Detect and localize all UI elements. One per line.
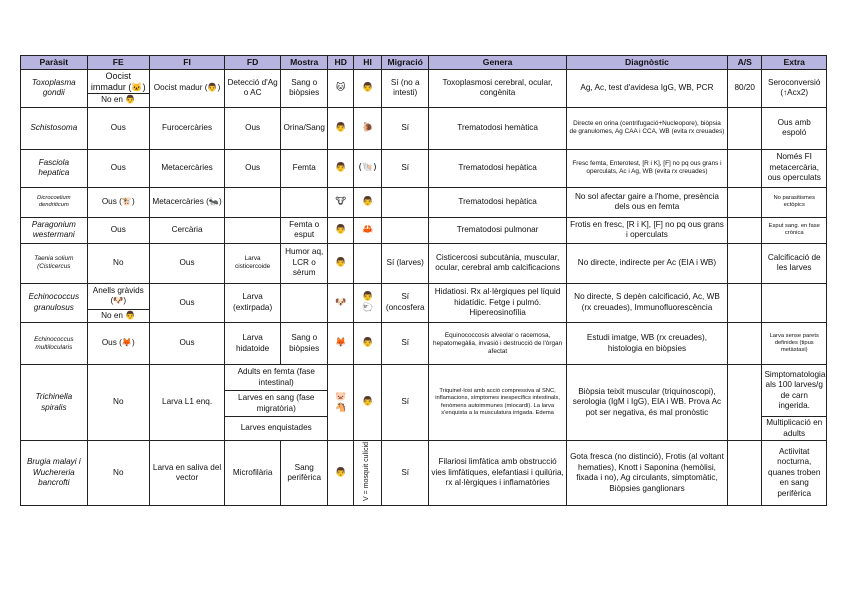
cell-mostra: Femta: [281, 149, 328, 187]
cell-genera: Triquinel·losi amb acció compressiva al SNC, inflamacions, símptomes inespecífics intestinals, fenòmens autoimmunes (miocardi). La larva s'enquista a la musculatura irrigada. Edema: [429, 365, 567, 441]
table-row: [21, 323, 827, 365]
cell-genera: Filariosi limfàtica amb obstrucció vies limfàtiques, elefantiasi i quilúria, rx al·lèrgiques i inflamatòries: [429, 441, 567, 506]
cell-fe: No: [87, 243, 149, 283]
cell-genera: Hidatiosi. Rx al·lèrgiques pel líquid hidatídic. Fetge i pulmó. Hipereosinofília: [429, 283, 567, 323]
cell-hi: 👨: [354, 365, 382, 441]
header-genera: Genera: [429, 56, 567, 70]
cell-migracio: Sí: [382, 365, 429, 441]
cell-parasit: Toxoplasma gondii: [21, 70, 88, 108]
cell-diagnostic: Ag, Ac, test d'avidesa IgG, WB, PCR: [566, 70, 727, 108]
cell-diagnostic: Biòpsia teixit muscular (triquinoscopi), serologia (IgM i IgG), EIA i WB. Prova Ac pot ser negativa, és mal pronòstic: [566, 365, 727, 441]
cell-hd: 👨: [328, 149, 354, 187]
cell-as: [728, 243, 762, 283]
cell-fi: Metacercàries (🐜): [149, 187, 224, 217]
cell-fe-sub: No en 👨: [87, 309, 149, 323]
cell-fe-sub: No en 👨: [87, 94, 149, 108]
cell-fd-adults: Adults en femta (fase intestinal): [225, 365, 328, 391]
cell-mostra: Humor aq, LCR o sèrum: [281, 243, 328, 283]
cell-fe: Ous (🦊): [87, 323, 149, 365]
table-row: [21, 149, 827, 187]
cell-fd: [225, 187, 281, 217]
cell-parasit: Echinococcus granulosus: [21, 283, 88, 323]
cell-fd-larves-sang: Larves en sang (fase migratòria): [225, 391, 328, 417]
table-row: [21, 441, 827, 506]
cell-hd: 👨: [328, 217, 354, 243]
cell-extra: Calcificació de les larves: [762, 243, 827, 283]
cell-extra: [762, 283, 827, 323]
cell-hd: 🦊: [328, 323, 354, 365]
cell-parasit: Taenia solium (Cisticercus: [21, 243, 88, 283]
header-diagnostic: Diagnòstic: [566, 56, 727, 70]
cell-extra: Ous amb espoló: [762, 107, 827, 149]
cell-extra: No parasitismes ectòpics: [762, 187, 827, 217]
cell-fe: Ous: [87, 149, 149, 187]
header-mostra: Mostra: [281, 56, 328, 70]
cell-fd: Larva hidatoide: [225, 323, 281, 365]
cell-migracio: Sí (no a intesti): [382, 70, 429, 108]
cell-hi: 🐌: [354, 107, 382, 149]
parasite-table-sheet: [20, 55, 827, 506]
cell-hd: 👨: [328, 107, 354, 149]
table-row: [21, 107, 827, 149]
cell-migracio: Sí: [382, 441, 429, 506]
cell-fd: Ous: [225, 149, 281, 187]
cell-genera: Equinococcosis alveolar o racemosa, hepatomegàlia, invasió i destrucció de l'òrgan afectat: [429, 323, 567, 365]
cell-hi: 🦀: [354, 217, 382, 243]
cell-diagnostic: Estudi imatge, WB (rx creuades), histologia en biòpsies: [566, 323, 727, 365]
cell-hd: 🐮: [328, 187, 354, 217]
cell-parasit: Trichinella spiralis: [21, 365, 88, 441]
header-extra: Extra: [762, 56, 827, 70]
cell-as: [728, 107, 762, 149]
parasite-table: [20, 55, 827, 506]
cell-hi: (🐚): [354, 149, 382, 187]
header-hd: HD: [328, 56, 354, 70]
cell-migracio: Sí: [382, 323, 429, 365]
cell-fi: Ous: [149, 243, 224, 283]
cell-extra: Actiivitat nocturna, quanes troben en sang perifèrica: [762, 441, 827, 506]
cell-fd-larves-enquistades: Larves enquistades: [225, 417, 328, 441]
cell-migracio: [382, 217, 429, 243]
cell-migracio: Sí: [382, 149, 429, 187]
cell-as: [728, 323, 762, 365]
cell-extra: Només FI metacercària, ous operculats: [762, 149, 827, 187]
header-hi: HI: [354, 56, 382, 70]
cell-extra: Seroconversió (↑Acx2): [762, 70, 827, 108]
cell-fd: Larva cisticercoide: [225, 243, 281, 283]
table-row: [21, 187, 827, 217]
cell-as: [728, 441, 762, 506]
cell-as: [728, 187, 762, 217]
cell-parasit: Dicrocoelium dendriticum: [21, 187, 88, 217]
cell-parasit: Paragonium westermani: [21, 217, 88, 243]
cell-fi: Larva L1 enq.: [149, 365, 224, 441]
cell-diagnostic: Gota fresca (no distinció), Frotis (al voltant hematies), Knott i Saponina (hemòlisi, fixada i no), Ag circulants, simptomàtic, Biòpsies ganglionars: [566, 441, 727, 506]
cell-hd: 🐷🐴: [328, 365, 354, 441]
header-parasit: Paràsit: [21, 56, 88, 70]
cell-migracio: Sí (larves): [382, 243, 429, 283]
cell-fi: Oocist madur (👨): [149, 70, 224, 108]
cell-mostra: Femta o esput: [281, 217, 328, 243]
cell-extra-sub: Multiplicació en adults: [762, 417, 827, 441]
cell-fd: Detecció d'Ag o AC: [225, 70, 281, 108]
table-row: [21, 70, 827, 94]
header-as: A/S: [728, 56, 762, 70]
cell-hd: 🐶: [328, 283, 354, 323]
cell-genera: Trematodosi hepàtica: [429, 187, 567, 217]
cell-parasit: Brugia malayi i Wuchereria bancrofti: [21, 441, 88, 506]
cell-fd: Larva (extirpada): [225, 283, 281, 323]
cell-extra: Esput sang. en fase crònica: [762, 217, 827, 243]
cell-hd: 👨: [328, 243, 354, 283]
cell-diagnostic: Directe en orina (centrifugació+Nucleopore), biòpsia de granulomes, Ag CAA i CCA, WB (evita rx creuades): [566, 107, 727, 149]
cell-fi: Furocercàries: [149, 107, 224, 149]
cell-genera: Trematodosi hemàtica: [429, 107, 567, 149]
cell-fd: [225, 217, 281, 243]
header-migracio: Migració: [382, 56, 429, 70]
cell-migracio: [382, 187, 429, 217]
cell-fe: Ous: [87, 107, 149, 149]
cell-hi: [354, 243, 382, 283]
cell-fd: Ous: [225, 107, 281, 149]
cell-fe: Ous: [87, 217, 149, 243]
table-row: [21, 283, 827, 309]
cell-mostra: Sang perifèrica: [281, 441, 328, 506]
cell-parasit: Schistosoma: [21, 107, 88, 149]
cell-mostra: [281, 187, 328, 217]
cell-fi: Cercària: [149, 217, 224, 243]
cell-as: [728, 283, 762, 323]
table-row: [21, 365, 827, 391]
cell-hi: 👨: [354, 323, 382, 365]
header-row: [21, 56, 827, 70]
cell-diagnostic: Fresc femta, Enterotest, [R i K], [F] no pq ous grans i operculats, Ac i Ag, WB (evita rx creuades): [566, 149, 727, 187]
cell-genera: Toxoplasmosi cerebral, ocular, congènita: [429, 70, 567, 108]
cell-hi: [354, 441, 382, 506]
cell-as: [728, 149, 762, 187]
cell-mostra: Sang o biòpsies: [281, 323, 328, 365]
cell-hd: 🐱: [328, 70, 354, 108]
cell-fe: Ous (🐮): [87, 187, 149, 217]
cell-migracio: Sí (oncosfera: [382, 283, 429, 323]
cell-fi: Ous: [149, 323, 224, 365]
cell-hi-vertical-text: V = mosquit culícid: [363, 442, 371, 501]
cell-fe: Oocist immadur (🐱): [87, 70, 149, 94]
cell-hi: 👨 🐑: [354, 283, 382, 323]
cell-diagnostic: No directe, S depèn calcificació, Ac, WB (rx creuades), Immunofluorescència: [566, 283, 727, 323]
header-fe: FE: [87, 56, 149, 70]
cell-as: 80/20: [728, 70, 762, 108]
cell-fe: No: [87, 365, 149, 441]
cell-as: [728, 365, 762, 441]
table-row: [21, 243, 827, 283]
cell-fi: Ous: [149, 283, 224, 323]
cell-mostra: Orina/Sang: [281, 107, 328, 149]
cell-parasit: Echinococcus multilocularis: [21, 323, 88, 365]
cell-extra: Simptomatologia als 100 larves/g de carn ingerida.: [762, 365, 827, 417]
cell-genera: Trematodosi hepàtica: [429, 149, 567, 187]
cell-fi: Larva en saliva del vector: [149, 441, 224, 506]
cell-mostra: [281, 283, 328, 323]
cell-parasit: Fasciola hepatica: [21, 149, 88, 187]
cell-extra: Larva sense parets definides (tipus metàstasi): [762, 323, 827, 365]
cell-as: [728, 217, 762, 243]
cell-diagnostic: No sol afectar gaire a l'home, presència dels ous en femta: [566, 187, 727, 217]
table-row: [21, 217, 827, 243]
cell-migracio: Sí: [382, 107, 429, 149]
header-fi: FI: [149, 56, 224, 70]
cell-fe: Anells gràvids (🐶): [87, 283, 149, 309]
cell-fe: No: [87, 441, 149, 506]
cell-hd: 👨: [328, 441, 354, 506]
cell-hi: 👨: [354, 70, 382, 108]
cell-diagnostic: Frotis en fresc, [R i K], [F] no pq ous grans i operculats: [566, 217, 727, 243]
cell-fi: Metacercàries: [149, 149, 224, 187]
cell-fd: Microfilària: [225, 441, 281, 506]
cell-genera: Trematodosi pulmonar: [429, 217, 567, 243]
header-fd: FD: [225, 56, 281, 70]
cell-hi: 👨: [354, 187, 382, 217]
cell-diagnostic: No directe, indirecte per Ac (EIA i WB): [566, 243, 727, 283]
cell-mostra: Sang o biòpsies: [281, 70, 328, 108]
cell-genera: Cisticercosi subcutània, muscular, ocular, cerebral amb calcificacions: [429, 243, 567, 283]
